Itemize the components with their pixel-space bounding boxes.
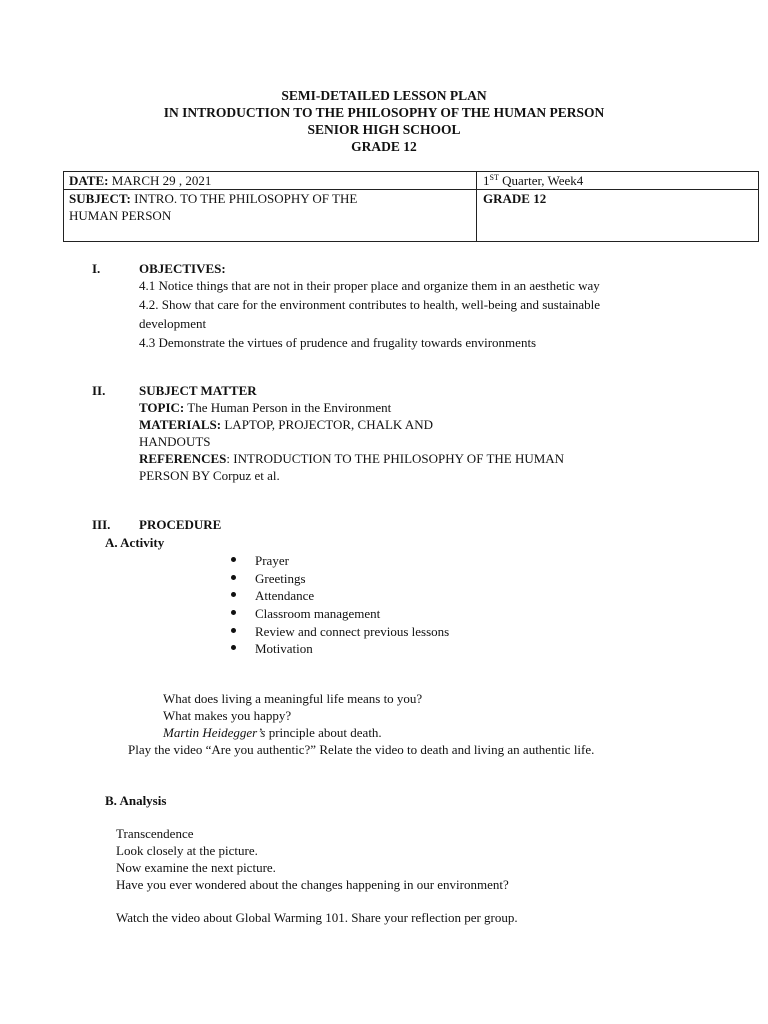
info-table xyxy=(63,171,759,242)
topic-label: TOPIC: xyxy=(139,400,185,415)
bullet-icon xyxy=(231,610,236,615)
table-divider-vertical xyxy=(476,172,477,241)
list-item: Greetings xyxy=(255,571,306,586)
objective-item-1: 4.1 Notice things that are not in their proper place and organize them in an aesthetic way xyxy=(139,278,600,293)
objective-item-2-line2: development xyxy=(139,316,207,331)
bullet-icon xyxy=(231,557,236,562)
analysis-heading: B. Analysis xyxy=(105,793,167,808)
motivation-question-1: What does living a meaningful life means to you? xyxy=(163,691,423,706)
references-line xyxy=(139,450,564,467)
grade-cell: GRADE 12 xyxy=(483,191,547,206)
analysis-line: Have you ever wondered about the changes happening in our environment? xyxy=(116,877,509,892)
analysis-line: Transcendence xyxy=(116,826,194,841)
bullet-icon xyxy=(231,628,236,633)
list-item: Motivation xyxy=(255,641,313,656)
activity-heading: A. Activity xyxy=(105,535,165,550)
list-item: Prayer xyxy=(255,553,289,568)
analysis-last-line: Watch the video about Global Warming 101. Share your reflection per group. xyxy=(116,910,518,925)
heidegger-rest: principle about death. xyxy=(265,725,382,740)
motivation-question-2: What makes you happy? xyxy=(163,708,292,723)
references-value-line1: : INTRODUCTION TO THE PHILOSOPHY OF THE HUMAN xyxy=(226,451,565,466)
objectives-heading: OBJECTIVES: xyxy=(139,261,226,276)
materials-line xyxy=(139,416,433,433)
objectives-numeral: I. xyxy=(92,261,101,276)
topic-value: The Human Person in the Environment xyxy=(184,400,392,415)
references-value-line2: PERSON BY Corpuz et al. xyxy=(139,468,280,483)
objective-item-2-line1: 4.2. Show that care for the environment contributes to health, well-being and sustainable xyxy=(139,297,601,312)
quarter-number: 1 xyxy=(483,173,490,188)
topic-line xyxy=(139,399,391,416)
date-cell xyxy=(69,172,211,189)
subject-cell xyxy=(69,190,357,224)
references-label: REFERENCES xyxy=(139,451,227,466)
date-value: MARCH 29 , 2021 xyxy=(108,173,212,188)
bullet-icon xyxy=(231,592,236,597)
doc-title-line2: IN INTRODUCTION TO THE PHILOSOPHY OF THE HUMAN PERSON xyxy=(163,105,605,120)
list-item: Attendance xyxy=(255,588,315,603)
video-instruction: Play the video “Are you authentic?” Relate the video to death and living an authentic life. xyxy=(128,742,595,757)
doc-title-line4: GRADE 12 xyxy=(351,139,417,154)
subject-matter-heading: SUBJECT MATTER xyxy=(139,383,257,398)
bullet-icon xyxy=(231,645,236,650)
quarter-cell xyxy=(483,172,583,189)
materials-label: MATERIALS: xyxy=(139,417,222,432)
quarter-text: Quarter, Week4 xyxy=(498,173,584,188)
analysis-line: Look closely at the picture. xyxy=(116,843,258,858)
list-item: Review and connect previous lessons xyxy=(255,624,450,639)
subject-value-line1: INTRO. TO THE PHILOSOPHY OF THE xyxy=(130,191,358,206)
procedure-numeral: III. xyxy=(92,517,111,532)
subject-label: SUBJECT: xyxy=(69,191,131,206)
quarter-superscript: ST xyxy=(489,173,499,182)
doc-title-line1: SEMI-DETAILED LESSON PLAN xyxy=(281,88,487,103)
objective-item-3: 4.3 Demonstrate the virtues of prudence and frugality towards environments xyxy=(139,335,537,350)
materials-value-line2: HANDOUTS xyxy=(139,434,211,449)
motivation-question-3 xyxy=(163,724,382,741)
subject-value-line2: HUMAN PERSON xyxy=(69,208,172,223)
bullet-icon xyxy=(231,575,236,580)
procedure-heading: PROCEDURE xyxy=(139,517,222,532)
heidegger-name: Martin Heidegger’s xyxy=(163,725,266,740)
list-item: Classroom management xyxy=(255,606,381,621)
doc-title-line3: SENIOR HIGH SCHOOL xyxy=(307,122,461,137)
subject-matter-numeral: II. xyxy=(92,383,106,398)
materials-value-line1: LAPTOP, PROJECTOR, CHALK AND xyxy=(221,417,434,432)
date-label: DATE: xyxy=(69,173,109,188)
analysis-line: Now examine the next picture. xyxy=(116,860,276,875)
